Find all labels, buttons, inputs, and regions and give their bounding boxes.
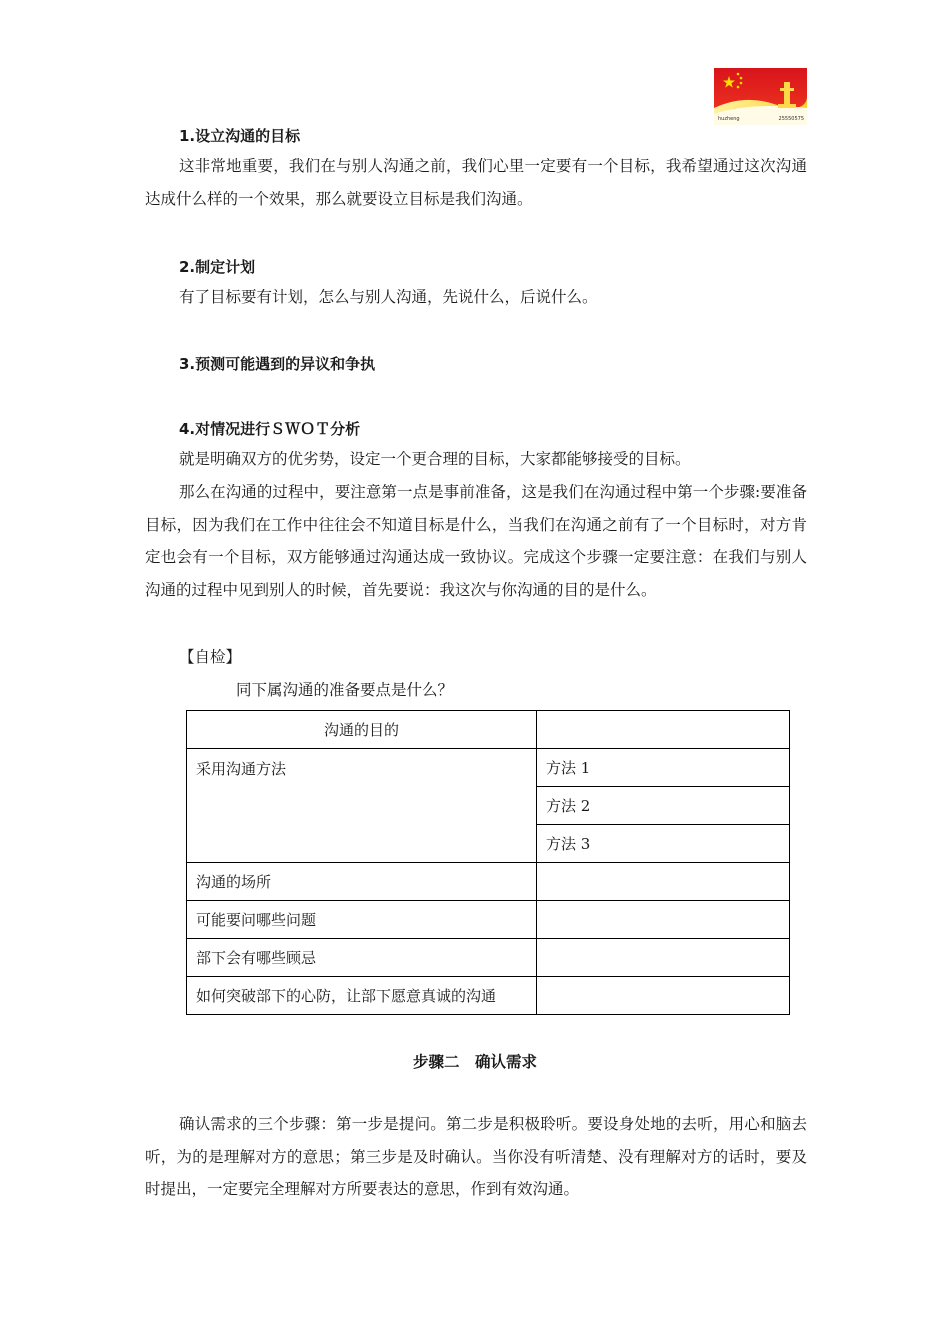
method-2-cell[interactable]: 方法 2	[537, 787, 790, 825]
section-1-heading: 1.设立沟通的目标	[179, 127, 301, 145]
step2-title: 步骤二 确认需求	[412, 1053, 537, 1071]
questions-answer-cell[interactable]	[537, 901, 790, 939]
place-answer-cell[interactable]	[537, 863, 790, 901]
method-1-cell[interactable]: 方法 1	[537, 749, 790, 787]
table-row	[187, 939, 790, 977]
header-logo	[714, 68, 807, 125]
breakthrough-answer-cell[interactable]	[537, 977, 790, 1015]
method-label-cell: 采用沟通方法	[187, 749, 537, 863]
table-row	[187, 749, 790, 787]
purpose-answer-cell[interactable]	[537, 711, 790, 749]
section-1-paragraph: 这非常地重要，我们在与别人沟通之前，我们心里一定要有一个目标，我希望通过这次沟通达成什么样的一个效果，那么就要设立目标是我们沟通。	[145, 157, 807, 208]
logo-right-text: 25550575	[778, 116, 804, 122]
method-3-cell[interactable]: 方法 3	[537, 825, 790, 863]
section-2-paragraph: 有了目标要有计划，怎么与别人沟通，先说什么，后说什么。	[179, 288, 598, 306]
table-row	[187, 977, 790, 1015]
self-check-question: 同下属沟通的准备要点是什么？	[236, 681, 454, 699]
concerns-label-cell: 部下会有哪些顾忌	[187, 939, 537, 977]
place-label-cell: 沟通的场所	[187, 863, 537, 901]
table-row	[187, 863, 790, 901]
section-3-heading: 3.预测可能遇到的异议和争执	[179, 355, 376, 373]
purpose-label-cell: 沟通的目的	[187, 711, 537, 749]
concerns-answer-cell[interactable]	[537, 939, 790, 977]
table-row	[187, 711, 790, 749]
summary-paragraph: 那么在沟通的过程中，要注意第一点是事前准备，这是我们在沟通过程中第一个步骤:要准备目标，因为我们在工作中往往会不知道目标是什么，当我们在沟通之前有了一个目标时，对方肯定也会有一个目标，双方能够通过沟通达成一致协议。完成这个步骤一定要注意：在我们与别人沟通的过程中见到别人的时候，首先要说：我这次与你沟通的目的是什么。	[145, 483, 807, 599]
section-2-heading: 2.制定计划	[179, 258, 256, 276]
table-row	[187, 901, 790, 939]
section-4-paragraph: 就是明确双方的优劣势，设定一个更合理的目标，大家都能够接受的目标。	[179, 450, 691, 468]
logo-left-text: huzheng	[718, 116, 740, 122]
self-check-label: 【自检】	[179, 648, 242, 666]
breakthrough-label-cell: 如何突破部下的心防，让部下愿意真诚的沟通	[187, 977, 537, 1015]
self-check-table	[186, 710, 790, 1015]
section-4-heading: 4.对情况进行ＳＷＯＴ分析	[179, 420, 361, 438]
questions-label-cell: 可能要问哪些问题	[187, 901, 537, 939]
step2-paragraph: 确认需求的三个步骤：第一步是提问。第二步是积极聆听。要设身处地的去听，用心和脑去听，为的是理解对方的意思；第三步是及时确认。当你没有听清楚、没有理解对方的话时，要及时提出，一定要完全理解对方所要表达的意思，作到有效沟通。	[145, 1115, 807, 1198]
